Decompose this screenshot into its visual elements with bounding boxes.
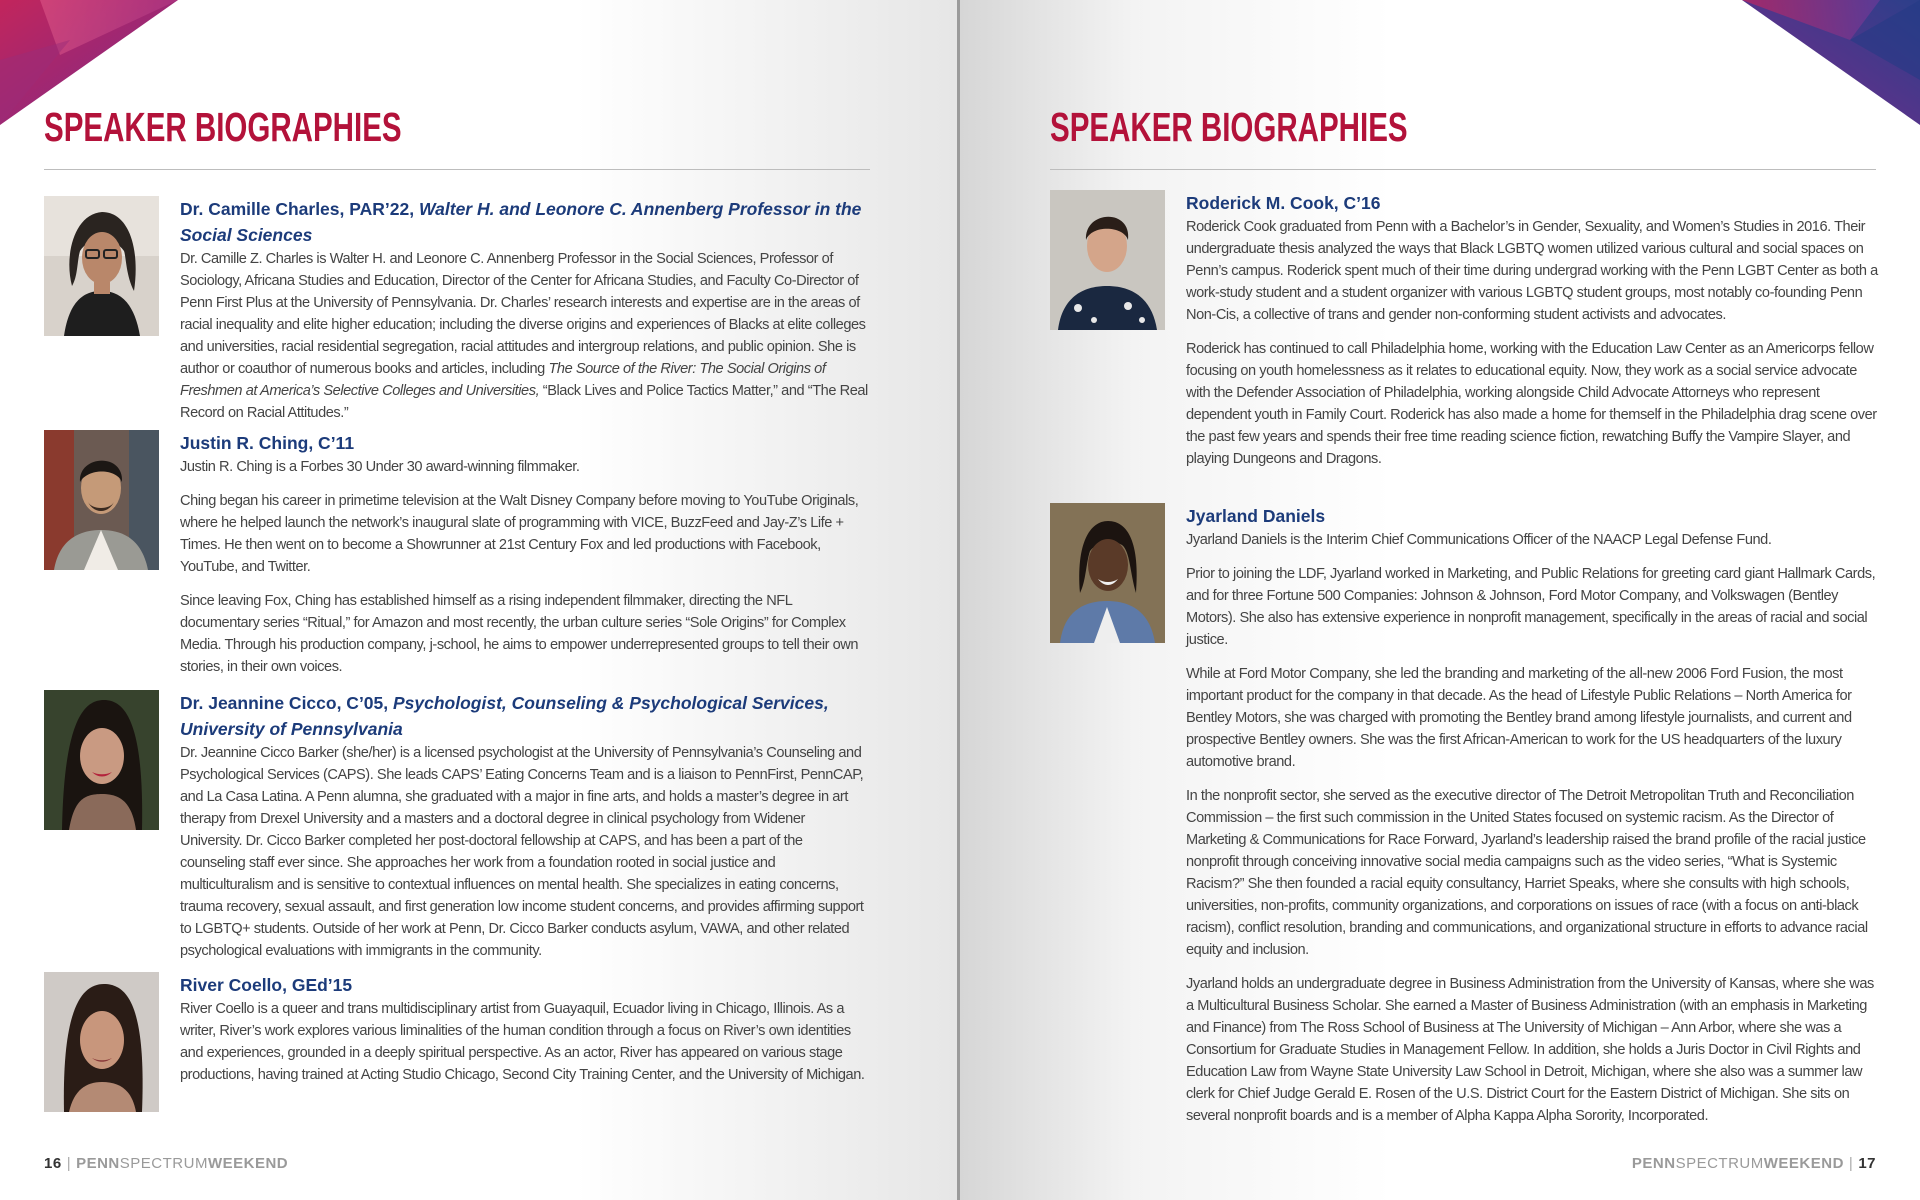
bio-river-coello <box>44 972 874 1112</box>
bio-text <box>180 430 870 690</box>
speaker-title: Psychologist, Counseling & Psychological Services, University of Pennsylvania <box>180 693 829 739</box>
brand-weekend: WEEKEND <box>1763 1155 1844 1172</box>
speaker-name-text: River Coello, GEd’15 <box>180 975 353 995</box>
bio-paragraph: Dr. Jeannine Cicco Barker (she/her) is a licensed psychologist at the University of Pennsylvania’s Counseling and Psychological Services (CAPS). She leads CAPS’ Eating Concerns Team and is a liaison to PennFirst, PennCAP, and La Casa Latina. A Penn alumna, she graduated with a major in fine arts, and holds a master’s degree in art therapy from Drexel University and a masters and a doctoral degree in clinical psychology from Widener University. Dr. Cicco Barker completed her post-doctoral fellowship at CAPS, and has been a part of the counseling staff ever since. She approaches her work from a foundation rooted in social justice and multiculturalism and is sensitive to contextual influences on mental health. She specializes in eating concerns, trauma recovery, sexual assault, and first generation low income student concerns, and provides affirming support to LGBTQ+ students. Outside of her work at Penn, Dr. Cicco Barker conducts asylum, VAWA, and other related psychological evaluations with immigrants in the community. <box>180 745 864 959</box>
heading-rule <box>1050 169 1876 170</box>
speaker-photo-camille-charles <box>44 196 159 336</box>
bio-text <box>1186 190 1878 482</box>
page-footer-left <box>44 1155 288 1172</box>
bio-text-span: “Black Lives and Police Tactics Matter,” and “The Real Record on Racial Attitudes.” <box>180 383 868 421</box>
bio-text <box>180 972 870 1098</box>
speaker-photo-jeannine-cicco <box>44 690 159 830</box>
bio-text <box>180 196 870 436</box>
bio-paragraph: River Coello is a queer and trans multidisciplinary artist from Guayaquil, Ecuador living in Chicago, Illinois. As a writer, River’s work explores various liminalities of the human condition through a focus on River’s own identities and experiences, grounded in a deeply spiritual perspective. As an actor, River has appeared on various stage productions, having trained at Acting Studio Chicago, Second City Training Center, and the University of Michigan. <box>180 1001 865 1083</box>
speaker-name-text: Roderick M. Cook, C’16 <box>1186 193 1381 213</box>
bio-paragraph: Since leaving Fox, Ching has established himself as a rising independent filmmaker, directing the NFL documentary series “Ritual,” for Amazon and most recently, the urban culture series “Sole Origins” for Complex Media. Through his production company, j-school, he aims to empower underrepresented groups to tell their own stories, in their own voices. <box>180 593 859 675</box>
speaker-photo-jyarland-daniels <box>1050 503 1165 643</box>
brand-spectrum: SPECTRUM <box>1675 1155 1764 1172</box>
speaker-name <box>1186 503 1878 529</box>
speaker-name <box>1186 190 1878 216</box>
bio-paragraph: Prior to joining the LDF, Jyarland worked in Marketing, and Public Relations for greeting card giant Hallmark Cards, and for three Fortune 500 Companies: Johnson & Johnson, Ford Motor Company, and Volkswagen (Bentley Motors). She also has extensive experience in nonprofit management, specifically in the areas of racial and social justice. <box>1186 566 1876 648</box>
speaker-name <box>180 690 870 742</box>
footer-separator: | <box>66 1155 72 1172</box>
bio-paragraph: Justin R. Ching is a Forbes 30 Under 30 award-winning filmmaker. <box>180 459 580 475</box>
brand-spectrum: SPECTRUM <box>119 1155 208 1172</box>
bio-jeannine-cicco <box>44 690 874 959</box>
brand-penn: PENN <box>76 1155 120 1172</box>
heading-rule <box>44 169 870 170</box>
bio-camille-charles <box>44 196 874 421</box>
corner-decoration-right <box>1730 0 1920 130</box>
page-heading: SPEAKER BIOGRAPHIES <box>44 104 402 150</box>
speaker-title: Walter H. and Leonore C. Annenberg Professor in the Social Sciences <box>180 199 862 245</box>
footer-separator: | <box>1848 1155 1854 1172</box>
speaker-photo-justin-ching <box>44 430 159 570</box>
bio-paragraph: Jyarland holds an undergraduate degree in Business Administration from the University of Kansas, where she was a Multicultural Business Scholar. She earned a Master of Business Administration (with an emphasis in Marketing and Finance) from The Ross School of Business at The University of Michigan – Ann Arbor, where she was a Consortium for Graduate Studies in Management Fellow. In addition, she holds a Juris Doctor in Civil Rights and Education Law from Wayne State University Law School in Detroit, Michigan, where she also was a summer law clerk for Chief Judge Gerald E. Rosen of the U.S. District Court for the Eastern District of Michigan. She sits on several nonprofit boards and is a member of Alpha Kappa Alpha Sorority, Incorporated. <box>1186 976 1874 1124</box>
brand-weekend: WEEKEND <box>207 1155 289 1172</box>
speaker-photo-roderick-cook <box>1050 190 1165 330</box>
right-page <box>960 0 1920 1200</box>
brand-penn: PENN <box>1631 1155 1676 1172</box>
bio-text-span: Dr. Camille Z. Charles is Walter H. and Leonore C. Annenberg Professor in the Social Sciences, Professor of Sociology, Africana Studies and Education, Director of the Center for Africana Studies, and Faculty Co-Director of Penn First Plus at the University of Pennsylvania. Dr. Charles’ research interests and expertise are in the areas of racial inequality and elite higher education; including the diverse origins and experiences of Blacks at elite colleges and universities, racial residential segregation, racial attitudes and intergroup relations, and public opinion. She is author or coauthor of numerous books and articles, including <box>180 251 866 377</box>
speaker-photo-river-coello <box>44 972 159 1112</box>
bio-paragraph: Roderick Cook graduated from Penn with a Bachelor’s in Gender, Sexuality, and Women’s Studies in 2016. Their undergraduate thesis analyzed the ways that Black LGBTQ women utilized various cultural and social spaces on Penn’s campus. Roderick spent much of their time during undergrad working with the Penn LGBT Center as both a work-study student and a student organizer with various LGBTQ student groups, most notably co-founding Penn Non-Cis, a collective of trans and gender non-conforming student activists and advocates. <box>1186 219 1878 323</box>
bio-paragraph: Jyarland Daniels is the Interim Chief Communications Officer of the NAACP Legal Defense Fund. <box>1186 532 1772 548</box>
bio-text <box>1186 503 1878 1139</box>
bio-jyarland-daniels <box>1050 503 1880 1124</box>
speaker-name <box>180 196 870 248</box>
bio-paragraph: While at Ford Motor Company, she led the branding and marketing of the all-new 2006 Ford Fusion, the most important product for the company in that decade. As the head of Lifestyle Public Relations – North America for Bentley Motors, she was charged with promoting the Bentley brand among lifestyle journalists, and current and prospective Bentley owners. She was the first African-American to work for the US headquarters of the luxury automotive brand. <box>1186 666 1852 770</box>
bio-justin-ching <box>44 430 874 675</box>
speaker-name-text: Jyarland Daniels <box>1186 506 1326 526</box>
page-number: 16 <box>44 1155 62 1172</box>
bio-paragraph <box>180 248 870 424</box>
speaker-name <box>180 430 870 456</box>
speaker-name-text: Justin R. Ching, C’11 <box>180 433 355 453</box>
speaker-name <box>180 972 870 998</box>
page-number: 17 <box>1858 1155 1876 1172</box>
bio-text <box>180 690 870 974</box>
page-heading: SPEAKER BIOGRAPHIES <box>1050 104 1408 150</box>
bio-paragraph: Ching began his career in primetime television at the Walt Disney Company before moving to YouTube Originals, where he helped launch the network’s inaugural slate of programming with VICE, BuzzFeed and Jay-Z’s Life + Times. He then went on to become a Showrunner at 21st Century Fox and led productions with Facebook, YouTube, and Twitter. <box>180 493 859 575</box>
page-footer-right <box>1632 1155 1876 1172</box>
book-title: The Source of the River: The Social Origins of Freshmen at America’s Selective Colleges and Universities, <box>180 361 826 399</box>
speaker-name-text: Dr. Camille Charles, PAR’22, <box>180 199 419 219</box>
bio-paragraph: In the nonprofit sector, she served as the executive director of The Detroit Metropolitan Truth and Reconciliation Commission – the first such commission in the United States focused on systemic racism. As the Director of Marketing & Communications for Race Forward, Jyarland’s leadership raised the brand profile of the racial justice nonprofit through conceiving innovative social media campaigns such as the video series, “What is Systemic Racism?” She then founded a racial equity consultancy, Harriet Speaks, where she consults with high schools, universities, non-profits, community organizations, and corporations on issues of race (with a focus on anti-black racism), conflict resolution, branding and communications, and organizational structure in efforts to advance racial equity and inclusion. <box>1186 788 1868 958</box>
bio-paragraph: Roderick has continued to call Philadelphia home, working with the Education Law Center as an Americorps fellow focusing on youth homelessness as it relates to educational equity. Now, they work as a social service advocate with the Defender Association of Philadelphia, working alongside Child Advocate Attorneys who represent dependent youth in Family Court. Roderick has also made a home for themself in the Philadelphia drag scene over the past few years and spends their free time reading science fiction, rewatching Buffy the Vampire Slayer, and playing Dungeons and Dragons. <box>1186 341 1877 467</box>
bio-roderick-cook <box>1050 190 1880 467</box>
speaker-name-text: Dr. Jeannine Cicco, C’05, <box>180 693 393 713</box>
